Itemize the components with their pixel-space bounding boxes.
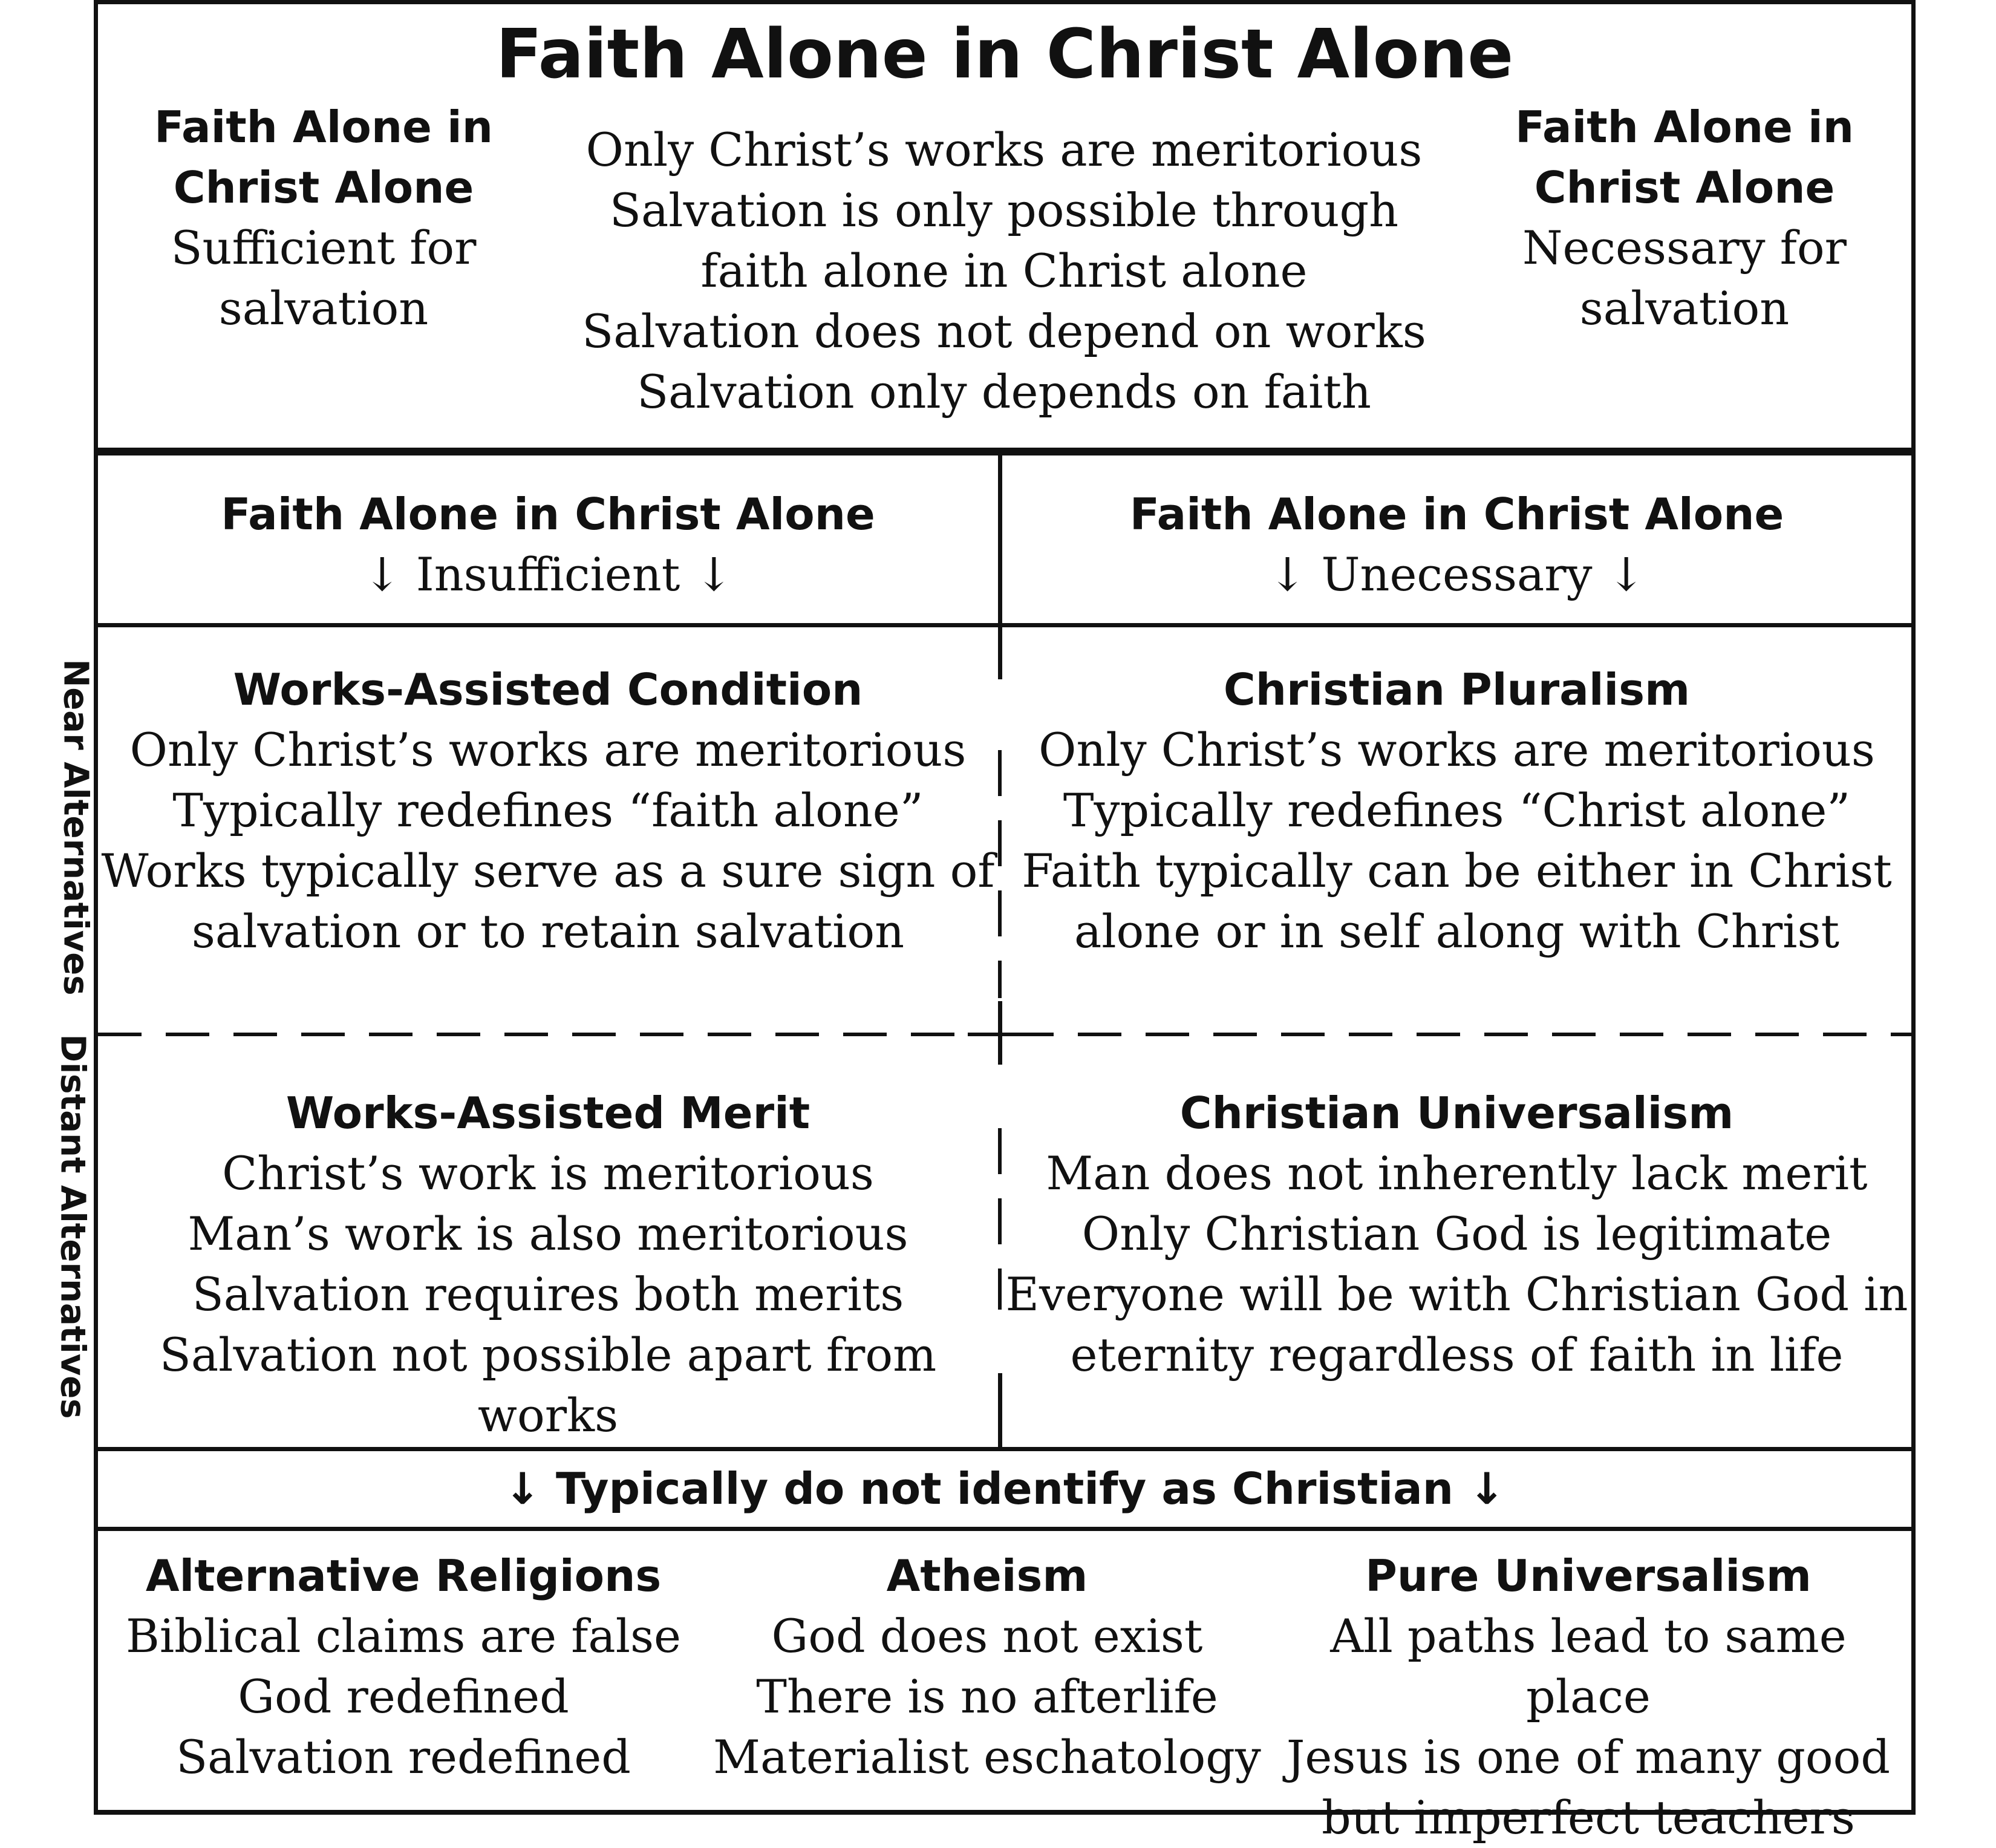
pure-universalism-block xyxy=(1265,1546,1911,1848)
cross-arm xyxy=(968,1033,1032,1036)
core-line-1: Only Christ’s works are meritorious xyxy=(585,123,1423,177)
frame-top-border xyxy=(94,0,1916,4)
necessary-heading-2: Christ Alone xyxy=(1534,162,1835,213)
pure-universalism-heading: Pure Universalism xyxy=(1365,1550,1812,1601)
column-header-divider xyxy=(94,623,1916,627)
atheism-heading: Atheism xyxy=(886,1550,1088,1601)
alternative-religions-heading: Alternative Religions xyxy=(145,1550,662,1601)
wac-line-1: Only Christ’s works are meritorious xyxy=(129,723,967,777)
cp-line-3: Faith typically can be either in Christ xyxy=(1022,844,1892,898)
non-christian-banner xyxy=(98,1458,1911,1519)
core-line-4: Salvation does not depend on works xyxy=(582,304,1426,358)
cu-line-3: Everyone will be with Christian God in xyxy=(1005,1267,1908,1321)
works-assisted-merit-heading: Works-Assisted Merit xyxy=(285,1088,810,1138)
column-divider-top xyxy=(998,455,1002,679)
banner-bottom-divider xyxy=(94,1527,1916,1531)
atheism-block xyxy=(709,1546,1265,1788)
works-assisted-merit-block xyxy=(98,1083,998,1446)
pu-line-2: Jesus is one of many good xyxy=(1286,1730,1891,1784)
christian-universalism-block xyxy=(1002,1083,1911,1385)
near-distant-divider-right xyxy=(1010,1033,1911,1036)
cu-line-2: Only Christian God is legitimate xyxy=(1081,1207,1832,1261)
unnecessary-heading: Faith Alone in Christ Alone xyxy=(1129,489,1784,540)
column-divider-distant-dashed xyxy=(998,1128,1002,1310)
column-divider-near-dashed xyxy=(998,750,1002,998)
works-assisted-condition-heading: Works-Assisted Condition xyxy=(233,664,863,715)
wam-line-3: Salvation requires both merits xyxy=(192,1267,904,1321)
sufficient-line-2: salvation xyxy=(218,281,429,335)
unnecessary-sub: ↓ Unecessary ↓ xyxy=(1268,547,1646,601)
wac-line-3: Works typically serve as a sure sign of xyxy=(101,844,995,898)
sufficient-heading-2: Christ Alone xyxy=(173,162,474,213)
ar-line-1: Biblical claims are false xyxy=(126,1609,681,1663)
cp-line-1: Only Christ’s works are meritorious xyxy=(1039,723,1875,777)
distant-alternatives-label: Distant Alternatives xyxy=(53,1034,93,1419)
cu-line-4: eternity regardless of faith in life xyxy=(1070,1328,1844,1382)
sufficient-heading-1: Faith Alone in xyxy=(154,102,493,152)
necessary-line-2: salvation xyxy=(1579,281,1790,335)
works-assisted-condition-block xyxy=(98,659,998,962)
wam-line-2: Man’s work is also meritorious xyxy=(188,1207,908,1261)
unnecessary-column-header xyxy=(1002,484,1911,605)
necessary-block xyxy=(1482,97,1887,339)
cp-line-4: alone or in self along with Christ xyxy=(1074,904,1840,958)
at-line-2: There is no afterlife xyxy=(756,1670,1218,1723)
cp-line-2: Typically redefines “Christ alone” xyxy=(1063,783,1851,837)
sufficient-line-1: Sufficient for xyxy=(171,221,477,275)
christian-universalism-heading: Christian Universalism xyxy=(1179,1088,1734,1138)
insufficient-column-header xyxy=(98,484,998,605)
at-line-1: God does not exist xyxy=(771,1609,1203,1663)
core-line-2: Salvation is only possible through xyxy=(609,183,1399,237)
christian-pluralism-heading: Christian Pluralism xyxy=(1223,664,1691,715)
insufficient-heading: Faith Alone in Christ Alone xyxy=(221,489,875,540)
wac-line-2: Typically redefines “faith alone” xyxy=(172,783,924,837)
christian-pluralism-block xyxy=(1002,659,1911,962)
core-line-3: faith alone in Christ alone xyxy=(700,244,1308,298)
at-line-3: Materialist eschatology xyxy=(713,1730,1261,1784)
distant-bottom-divider xyxy=(94,1447,1916,1451)
core-doctrine-block xyxy=(526,120,1482,422)
sufficient-block xyxy=(121,97,526,339)
cu-line-1: Man does not inherently lack merit xyxy=(1046,1146,1868,1200)
non-christian-banner-text: ↓ Typically do not identify as Christian ↓ xyxy=(504,1463,1505,1514)
wam-line-1: Christ’s work is meritorious xyxy=(222,1146,874,1200)
pu-line-3: but imperfect teachers xyxy=(1322,1791,1855,1844)
page-title xyxy=(98,15,1911,94)
column-divider-bottom xyxy=(998,1373,1002,1447)
top-section-divider xyxy=(94,448,1916,455)
near-alternatives-label: Near Alternatives xyxy=(56,659,96,996)
alternative-religions-block xyxy=(98,1546,709,1788)
frame-right-border xyxy=(1911,0,1916,1815)
insufficient-sub: ↓ Insufficient ↓ xyxy=(362,547,734,601)
pu-line-1: All paths lead to same place xyxy=(1330,1609,1847,1723)
page-title-text: Faith Alone in Christ Alone xyxy=(495,15,1514,94)
necessary-heading-1: Faith Alone in xyxy=(1515,102,1854,152)
near-distant-divider-left xyxy=(98,1033,993,1036)
ar-line-2: God redefined xyxy=(238,1670,569,1723)
necessary-line-1: Necessary for xyxy=(1522,221,1847,275)
core-line-5: Salvation only depends on faith xyxy=(637,365,1371,419)
ar-line-3: Salvation redefined xyxy=(176,1730,631,1784)
wac-line-4: salvation or to retain salvation xyxy=(191,904,905,958)
wam-line-4: Salvation not possible apart from works xyxy=(159,1328,937,1442)
